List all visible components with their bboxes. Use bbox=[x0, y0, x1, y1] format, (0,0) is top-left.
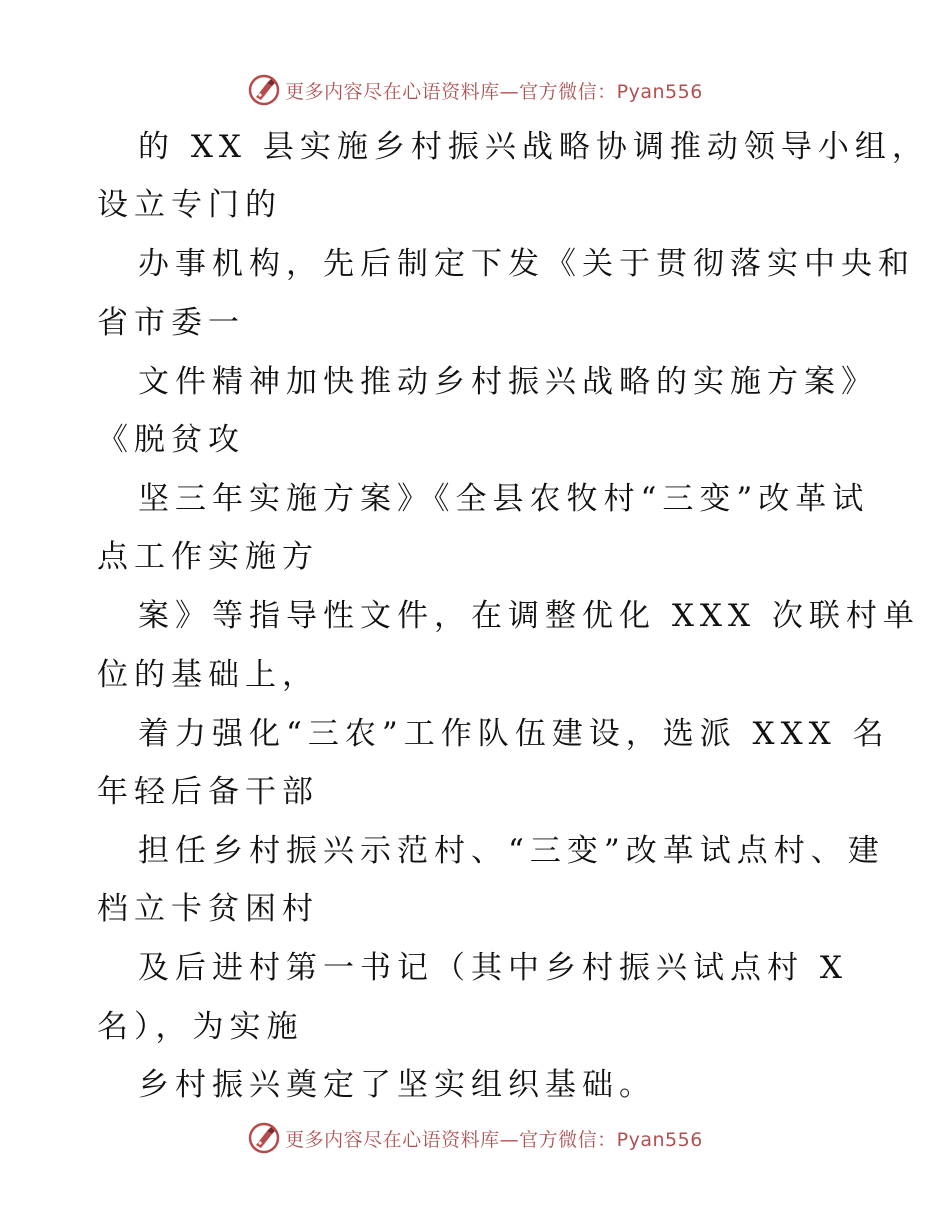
text-line: 及后进村第一书记（其中乡村振兴试点村 X bbox=[138, 950, 848, 986]
text-line: 的 XX 县实施乡村振兴战略协调推动领导小组， bbox=[138, 129, 929, 165]
text-line: 点工作实施方 bbox=[97, 539, 319, 575]
text-line: 档立卡贫困村 bbox=[97, 891, 319, 927]
text-line: 文件精神加快推动乡村振兴战略的实施方案》 bbox=[138, 364, 878, 400]
text-line: 《脱贫攻 bbox=[97, 422, 245, 458]
watermark-text: 更多内容尽在心语资料库—官方微信：Pyan556 bbox=[285, 1128, 703, 1151]
footer-watermark bbox=[0, 1118, 950, 1158]
text-line: 着力强化“三农”工作队伍建设，选派 XXX 名 bbox=[138, 716, 890, 752]
text-line: 名），为实施 bbox=[97, 1009, 304, 1045]
header-watermark bbox=[0, 70, 950, 110]
text-line: 位的基础上， bbox=[97, 657, 319, 693]
document-body bbox=[0, 120, 950, 1110]
text-line: 案》等指导性文件，在调整优化 XXX 次联村单 bbox=[138, 598, 920, 634]
pen-nib-logo-icon bbox=[247, 73, 281, 107]
watermark-text: 更多内容尽在心语资料库—官方微信：Pyan556 bbox=[285, 80, 703, 103]
pen-nib-logo-icon bbox=[247, 1121, 281, 1155]
text-line: 办事机构，先后制定下发《关于贯彻落实中央和 bbox=[138, 246, 915, 282]
text-line: 坚三年实施方案》《全县农牧村“三变”改革试 bbox=[138, 481, 870, 517]
text-line: 乡村振兴奠定了坚实组织基础。 bbox=[138, 1067, 656, 1103]
text-line: 担任乡村振兴示范村、“三变”改革试点村、建 bbox=[138, 833, 885, 869]
text-line: 设立专门的 bbox=[97, 187, 282, 223]
text-line: 省市委一 bbox=[97, 305, 245, 341]
text-line: 年轻后备干部 bbox=[97, 774, 319, 810]
